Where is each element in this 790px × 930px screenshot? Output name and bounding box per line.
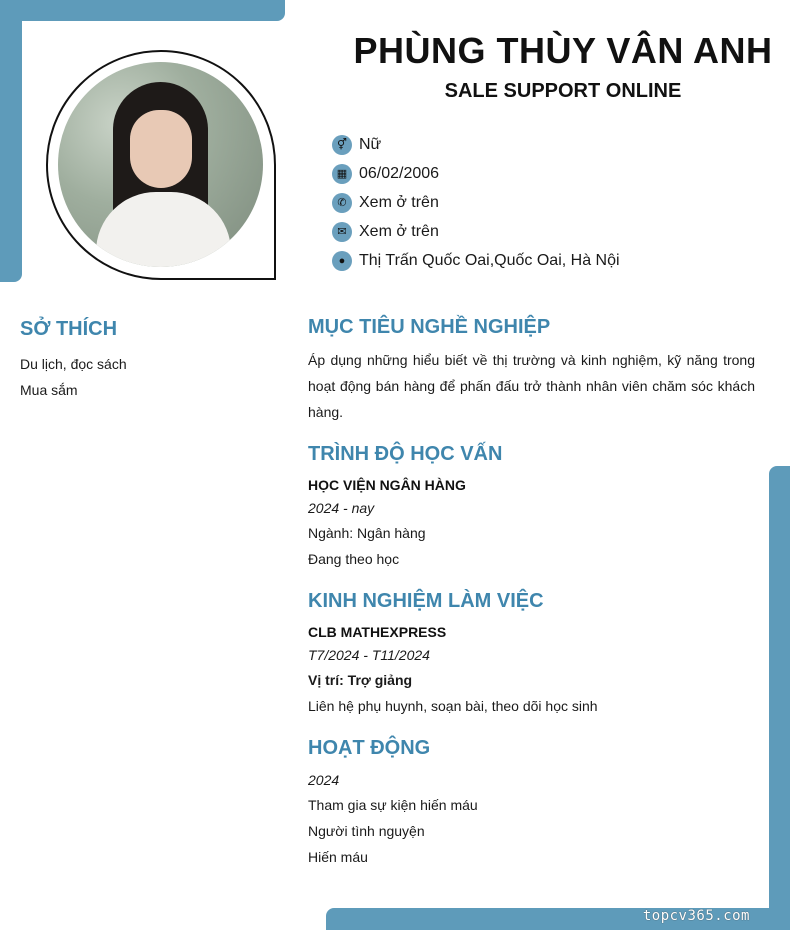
- contact-address-value: Thị Trấn Quốc Oai,Quốc Oai, Hà Nội: [359, 251, 620, 269]
- education-period: 2024 - nay: [308, 500, 375, 516]
- watermark: topcv365.com: [642, 908, 750, 924]
- activity-item: Tham gia sự kiện hiến máu: [308, 797, 478, 813]
- decor-bar-left: [0, 0, 22, 282]
- calendar-icon: ▦: [332, 164, 352, 184]
- interest-item: Du lịch, đọc sách: [20, 356, 127, 372]
- experience-company: CLB MATHEXPRESS: [308, 624, 447, 640]
- interest-item: Mua sắm: [20, 382, 78, 398]
- education-status: Đang theo học: [308, 551, 400, 567]
- left-column: [20, 318, 280, 403]
- objective-section: [308, 316, 755, 425]
- objective-title: MỤC TIÊU NGHỀ NGHIỆP: [308, 316, 551, 338]
- experience-title: KINH NGHIỆM LÀM VIỆC: [308, 590, 544, 612]
- contact-phone-value: Xem ở trên: [359, 193, 439, 211]
- education-major: Ngành: Ngân hàng: [308, 525, 426, 541]
- activities-period: 2024: [308, 772, 340, 788]
- objective-text: Áp dụng những hiểu biết về thị trường và kinh nghiệm, kỹ năng trong hoạt động bán hàng để phấn đấu trở thành nhân viên chăm sóc khách hàng.: [308, 352, 755, 420]
- contact-phone: [332, 188, 620, 217]
- experience-section: [308, 590, 755, 719]
- contact-gender-value: Nữ: [359, 135, 382, 153]
- contact-birthdate: [332, 159, 620, 188]
- phone-icon: ✆: [332, 193, 352, 213]
- main-column: [308, 316, 755, 888]
- activity-item: Hiến máu: [308, 849, 368, 865]
- candidate-name: PHÙNG THÙY VÂN ANH: [353, 30, 773, 71]
- experience-description: Liên hệ phụ huynh, soạn bài, theo dõi học sinh: [308, 698, 598, 714]
- mail-icon: ✉: [332, 222, 352, 242]
- education-school: HỌC VIỆN NGÂN HÀNG: [308, 477, 466, 493]
- activities-title: HOẠT ĐỘNG: [308, 737, 431, 759]
- gender-icon: ⚥: [332, 135, 352, 155]
- location-pin-icon: ●: [332, 251, 352, 271]
- experience-position: Vị trí: Trợ giảng: [308, 672, 413, 688]
- contact-info: [332, 130, 620, 275]
- decor-bar-right: [769, 466, 790, 930]
- profile-photo: [58, 62, 263, 267]
- activities-section: [308, 737, 755, 870]
- contact-email-value: Xem ở trên: [359, 222, 439, 240]
- contact-address: [332, 246, 620, 275]
- education-title: TRÌNH ĐỘ HỌC VẤN: [308, 443, 503, 465]
- activity-item: Người tình nguyện: [308, 823, 425, 839]
- job-title: SALE SUPPORT ONLINE: [444, 80, 682, 102]
- contact-gender: [332, 130, 620, 159]
- interests-title: SỞ THÍCH: [20, 318, 118, 340]
- contact-birthdate-value: 06/02/2006: [359, 164, 440, 182]
- contact-email: [332, 217, 620, 246]
- experience-period: T7/2024 - T11/2024: [308, 647, 430, 663]
- decor-bar-top: [0, 0, 285, 21]
- education-section: [308, 443, 755, 572]
